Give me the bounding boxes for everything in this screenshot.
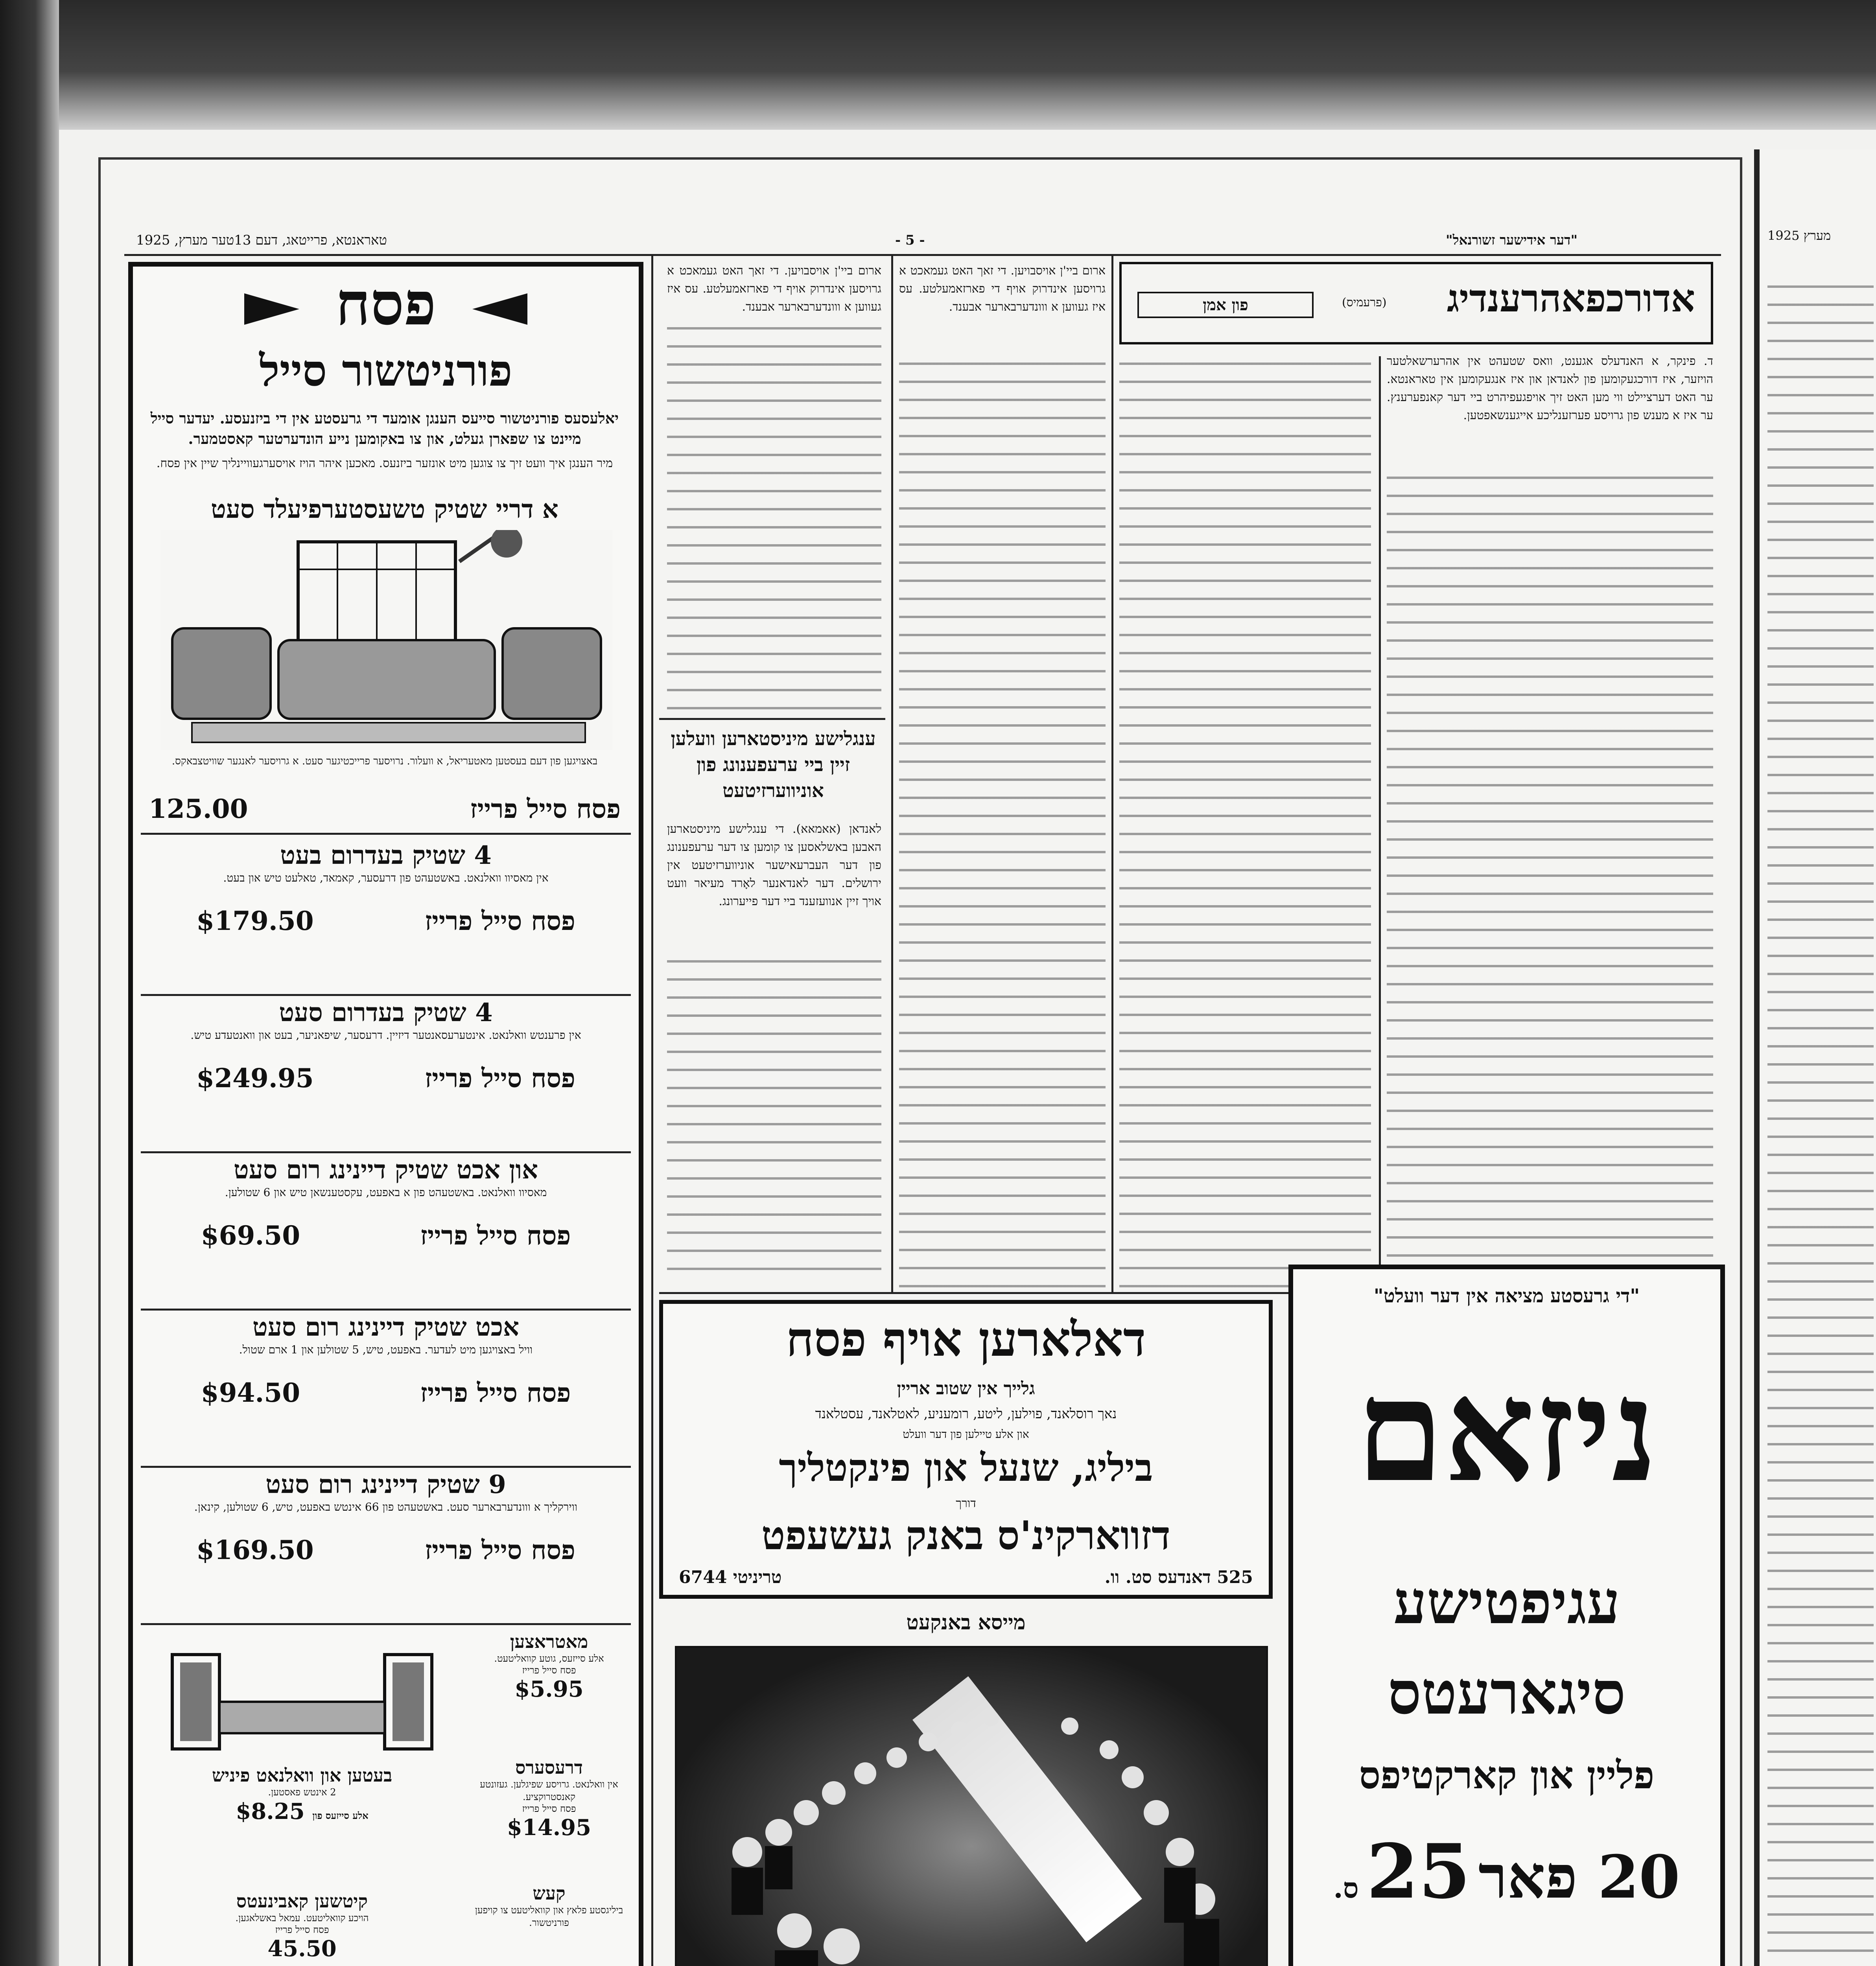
item-desc: ווירקליך א ווונדערבארער סעט. באשטעהט פון 66 אינטש באפעט, טיש, 6 שטולען, קינאן. bbox=[194, 1500, 578, 1513]
hand-pointer-left-icon bbox=[472, 293, 527, 325]
item-price-label: פסח סייל פרייז bbox=[420, 1377, 571, 1408]
masthead-rule bbox=[124, 254, 1721, 256]
hand-pointer-right-icon bbox=[244, 293, 299, 325]
money-ad-line4: ביליג, שנעל און פינקטליך bbox=[779, 1445, 1153, 1490]
column-rule bbox=[651, 256, 653, 1966]
adjacent-page-fragment bbox=[1754, 149, 1876, 1966]
article-body: לאנדאן (אאמאא). די ענגלישע מיניסטארען האבען באשלאסען צו קומען צו דער ערעפענונג פון דער העברעאישער אוניווערזיטעט אין ירושלים. דער לאנדאנער לאָרד מעיאר וועט אויך זיין אנוועזענד ביי דער פייערונג. bbox=[667, 822, 881, 908]
item-desc: הויכע קוואליטעט. עמאל באשלאגען. bbox=[235, 1913, 369, 1924]
article-body-lines bbox=[667, 950, 881, 1284]
cigarette-ad bbox=[1288, 1265, 1725, 1966]
item-rule bbox=[141, 1466, 631, 1468]
money-ad-line1: גלייך אין שטוב אריין bbox=[897, 1379, 1035, 1399]
item-title: א דריי שטיק טשעסטערפיעלד סעט bbox=[211, 495, 558, 524]
item-desc: וויל באצויגען מיט לעדער. באפעט, טיש, 5 שטולען און 1 ארם שטול. bbox=[239, 1343, 533, 1356]
cigarette-brand: ניזאם bbox=[1356, 1347, 1658, 1513]
item-price-label: פסח סייל פרייז bbox=[275, 1924, 329, 1935]
list-item bbox=[141, 1313, 631, 1462]
article-body-lines bbox=[899, 352, 1106, 1288]
bank-phone: טריניטי 6744 bbox=[679, 1567, 782, 1587]
cigarette-count: 20 פאר bbox=[1478, 1843, 1680, 1912]
item-price-label: פסח סייל פרייז bbox=[425, 906, 575, 936]
item-rule bbox=[141, 833, 631, 835]
money-ad-title: דאלארען אויף פסח bbox=[786, 1312, 1146, 1367]
item-price: $179.50 bbox=[196, 906, 314, 936]
list-item bbox=[141, 841, 631, 990]
ad-subtitle: פורניטשור סייל bbox=[259, 345, 512, 396]
item-price: $94.50 bbox=[201, 1377, 300, 1408]
article-body-lines bbox=[667, 317, 881, 710]
cigarette-price: 25 bbox=[1366, 1828, 1471, 1915]
item-desc: אין וואלנאט. גרויסע שפיגלען. געזונטע קאנסטרוקציע. bbox=[480, 1779, 618, 1802]
item-price: 125.00 bbox=[149, 793, 248, 824]
editorial-author: פון אמן bbox=[1137, 292, 1314, 318]
masthead-title: "דער אידישער זשורנאל" bbox=[1446, 232, 1578, 248]
banquet-guests bbox=[676, 1648, 1266, 1966]
item-price: $8.25 bbox=[236, 1798, 305, 1824]
fragment-text-lines bbox=[1767, 275, 1874, 1966]
item-desc: מאסיוו וואלנאט. באשטעהט פון א באפעט, עקסטענשאן טיש און 6 שטולען. bbox=[225, 1186, 547, 1199]
fragment-date: 1925 מערץ bbox=[1767, 228, 1831, 243]
item-title: 4 שטיק בעדרום בעט bbox=[280, 841, 492, 870]
ad-intro: יאלעסעס פורניטשור סייעס הענגן אומעד די גרעסטע אין די ביזנעסע. יעדער סייל מיינט צו שפארן געלט, און צו באקומען נייע הונדערטער קאסטמער. bbox=[150, 409, 619, 447]
item-price-label: פסח סייל פרייז bbox=[522, 1665, 576, 1676]
column-rule bbox=[1379, 356, 1381, 1300]
scan-border-left bbox=[0, 0, 59, 1966]
list-item bbox=[467, 1757, 631, 1841]
item-rule bbox=[141, 1623, 631, 1625]
newspaper-page bbox=[98, 157, 1742, 1966]
item-title: 4 שטיק בעדרום סעט bbox=[279, 998, 493, 1027]
bank-address: 525 דאנדעס סט. וו. bbox=[1104, 1567, 1253, 1587]
banquet-title: מייסא באנקעט bbox=[906, 1611, 1026, 1635]
item-price-label: פסח סייל פרייז bbox=[420, 1220, 571, 1251]
item-title: דרעסערס bbox=[515, 1757, 583, 1778]
list-item bbox=[467, 1883, 631, 1929]
furniture-sale-ad bbox=[128, 262, 643, 1966]
list-item bbox=[164, 1891, 440, 1962]
item-rule bbox=[141, 1151, 631, 1153]
article-body-lines bbox=[1387, 466, 1713, 1292]
article-body-lines bbox=[1119, 352, 1371, 1292]
item-desc: אין מאסיוו וואלנאט. באשטעהט פון דרעסער, קאמאד, טאלעט טיש און בעט. bbox=[223, 871, 549, 884]
item-title: קעש bbox=[533, 1883, 566, 1904]
cigarette-line3: פליין און קארקטיפס bbox=[1359, 1753, 1655, 1797]
item-price: 45.50 bbox=[267, 1936, 337, 1962]
list-item bbox=[164, 1765, 440, 1824]
cigarette-price-row bbox=[1305, 1828, 1708, 1915]
item-title: מאטראצען bbox=[510, 1631, 588, 1652]
item-price: $5.95 bbox=[514, 1676, 584, 1702]
item-price-label: פסח סייל פרייז bbox=[425, 1535, 575, 1565]
item-desc: ביליגסטע פלאץ און קוואליטעט צו קויפען פורניטשור. bbox=[475, 1905, 623, 1928]
item-price-label: אלע סייזעס פון bbox=[312, 1810, 369, 1821]
banquet-photo bbox=[675, 1646, 1268, 1966]
sofa-set-illustration bbox=[160, 530, 613, 750]
item-price-label: פסח סייל פרייז bbox=[522, 1803, 576, 1814]
article-text: ארום ביי'ן אויסבויען. די זאך האט געמאכט א גרויסען אינדרוק אויף די פארזאמעלטע. עס איז געווען א ווונדערבארער אבענד. bbox=[667, 264, 881, 314]
item-price: $69.50 bbox=[201, 1220, 300, 1251]
item-desc: אין פרענטש וואלנאט. אינטערעסאנטער דיזיין. דרעסער, שיפאניער, בעט און וואנטעדע טיש. bbox=[190, 1029, 581, 1042]
money-transfer-ad bbox=[659, 1300, 1273, 1599]
editorial-title: אדורכפאהרענדיג bbox=[1447, 276, 1695, 320]
page-number: - 5 - bbox=[895, 232, 925, 248]
item-rule bbox=[141, 994, 631, 996]
ad-title-text: פסח bbox=[335, 269, 436, 339]
editorial-byline: (פרעמיס) bbox=[1342, 296, 1387, 309]
column-rule bbox=[891, 256, 893, 1294]
ad-title bbox=[133, 271, 639, 337]
item-price: $169.50 bbox=[196, 1535, 314, 1565]
item-desc: באצויגען פון דעם בעסטען מאטעריאל, א וועלור. נרויסער פרייכטיגער סעט. א גרויסער לאנגער שוויטצבאקס. bbox=[171, 755, 598, 767]
scan-border-top bbox=[0, 0, 1876, 130]
item-title: און אכט שטיק דיינינג רום סעט bbox=[233, 1155, 538, 1185]
item-title: 9 שטיק דיינינג רום סעט bbox=[265, 1470, 506, 1499]
editorial-header bbox=[1119, 262, 1713, 344]
item-price-label: פסח סייל פרייז bbox=[470, 793, 621, 824]
item-price: $14.95 bbox=[507, 1815, 592, 1841]
list-item bbox=[141, 1470, 631, 1619]
item-desc: 2 אינטש פאסטען. bbox=[268, 1787, 336, 1798]
ad-intro-2: מיר הענגן איך וועט זיך צו צוגען מיט אונזער ביזנעס. מאכען איהר הויז אויסערגעוויינליך שיין אין פסח. bbox=[156, 457, 613, 470]
list-item bbox=[141, 1155, 631, 1305]
bank-contact-row bbox=[679, 1567, 1253, 1587]
list-item bbox=[467, 1631, 631, 1702]
article-rule bbox=[659, 718, 885, 720]
money-ad-line2: נאך רוסלאנד, פוילען, ליטע, רומעניע, לאטלאנד, עסטלאנד bbox=[815, 1406, 1117, 1422]
cigarette-slogan: "די גרעסטע מציאה אין דער וועלט" bbox=[1373, 1285, 1640, 1307]
small-items-grid bbox=[141, 1631, 631, 1966]
item-desc: אלע סייזעס, גוטע קוואליטעט. bbox=[494, 1653, 604, 1664]
item-price: $249.95 bbox=[196, 1063, 314, 1093]
item-price-row bbox=[149, 793, 621, 825]
article-text: ארום ביי'ן אויסבויען. די זאך האט געמאכט א גרויסען אינדרוק אויף די פארזאמעלטע. עס איז געווען א ווונדערבארער אבענד. bbox=[899, 264, 1106, 314]
money-ad-line3: און אלע טיילען פון דער וועלט bbox=[903, 1428, 1029, 1441]
item-price-label: פסח סייל פרייז bbox=[425, 1063, 575, 1093]
bank-name: דזווארקינ'ס באנק געשעפט bbox=[761, 1512, 1171, 1559]
editorial-body: ד. פינקר, א האנדעלס אגענט, וואס שטעהט אין אהרערשאלטער הויזער, איז דורכגעקומען פון לאנדאן און איז אנגעקומען אין טאראנטא. ער האט דערציילט ווי מען האט זיך אויפגעפיהרט ביי דער קאנפערענץ. ער איז א מענש פון גרויסע פערזענליכע אייגענשאפטען. bbox=[1387, 354, 1713, 422]
cigarette-line1: עגיפטישע bbox=[1393, 1568, 1620, 1637]
item-title: אכט שטיק דיינינג רום סעט bbox=[252, 1313, 520, 1342]
masthead-date: טאראנטא, פרייטאג, דעם 13טער מערץ, 1925 bbox=[136, 232, 387, 248]
item-title: קיטשען קאבינעטס bbox=[236, 1891, 368, 1912]
money-ad-line5: דורך bbox=[956, 1497, 976, 1510]
cigarette-price-unit: ס. bbox=[1333, 1872, 1359, 1904]
item-title: בעטען און וואלנאט פיניש bbox=[212, 1765, 393, 1786]
item-rule bbox=[141, 1309, 631, 1311]
list-item bbox=[141, 998, 631, 1147]
article-headline: ענגלישע מיניסטארען וועלען זיין ביי ערעפענונג פון אוניווערזיטעט bbox=[671, 728, 876, 802]
column-rule bbox=[1111, 256, 1113, 1294]
bed-illustration bbox=[164, 1639, 440, 1757]
cigarette-line2: סיגארעטס bbox=[1388, 1659, 1626, 1728]
